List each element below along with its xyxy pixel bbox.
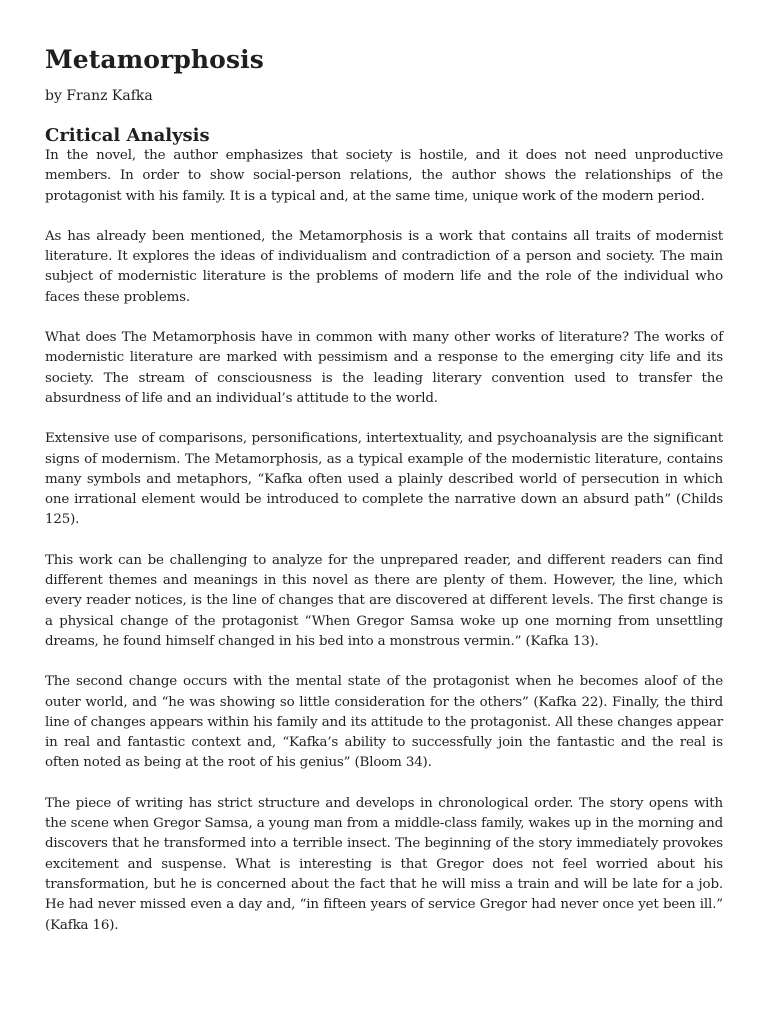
paragraph-2: As has already been mentioned, the Metamorphosis is a work that contains all traits of modernist literature. It explores the ideas of individualism and contradiction of a person and society. The main subject of modernistic literature is the problems of modern life and the role of the individual who faces these problems.: [45, 228, 723, 305]
paragraph-7: The piece of writing has strict structure and develops in chronological order. The story opens with the scene when Gregor Samsa, a young man from a middle-class family, wakes up in the morning and discovers that he transformed into a terrible insect. The beginning of the story immediately provokes excitement and suspense. What is interesting is that Gregor does not feel worried about his transformation, but he is concerned about the fact that he will miss a train and will be late for a job. He had never missed even a day and, “in fifteen years of service Gregor had never once yet been ill.” (Kafka 16).: [45, 795, 723, 933]
paragraph-1: In the novel, the author emphasizes that society is hostile, and it does not need unproductive members. In order to show social-person relations, the author shows the relationships of the protagonist with his family. It is a typical and, at the same time, unique work of the modern period.: [45, 148, 723, 204]
document-title: Metamorphosis: [45, 45, 264, 74]
paragraph-5: This work can be challenging to analyze for the unprepared reader, and different readers can find different themes and meanings in this novel as there are plenty of them. However, the line, which every reader notices, is the line of changes that are discovered at different levels. The first change is a physical change of the protagonist “When Gregor Samsa woke up one morning from unsettling dreams, he found himself changed in his bed into a monstrous vermin.” (Kafka 13).: [45, 552, 723, 649]
paragraph-3: What does The Metamorphosis have in common with many other works of literature? The works of modernistic literature are marked with pessimism and a response to the emerging city life and its society. The stream of consciousness is the leading literary convention used to transfer the absurdness of life and an individual’s attitude to the world.: [45, 330, 723, 406]
paragraph-6: The second change occurs with the mental state of the protagonist when he becomes aloof of the outer world, and “he was showing so little consideration for the others” (Kafka 22). Finally, the third line of changes appears within his family and its attitude to the protagonist. All these changes appear in real and fantastic context and, “Kafka’s ability to successfully join the fantastic and the real is often noted as being at the root of his genius” (Bloom 34).: [45, 674, 723, 771]
body-text: [45, 146, 723, 936]
document-page: [45, 44, 723, 956]
author-byline: by Franz Kafka: [45, 88, 153, 104]
paragraph-4: Extensive use of comparisons, personifications, intertextuality, and psychoanalysis are the significant signs of modernism. The Metamorphosis, as a typical example of the modernistic literature, contains many symbols and metaphors, “Kafka often used a plainly described world of persecution in which one irrational element would be introduced to complete the narrative down an absurd path” (Childs 125).: [45, 431, 723, 528]
section-heading: Critical Analysis: [45, 125, 210, 146]
